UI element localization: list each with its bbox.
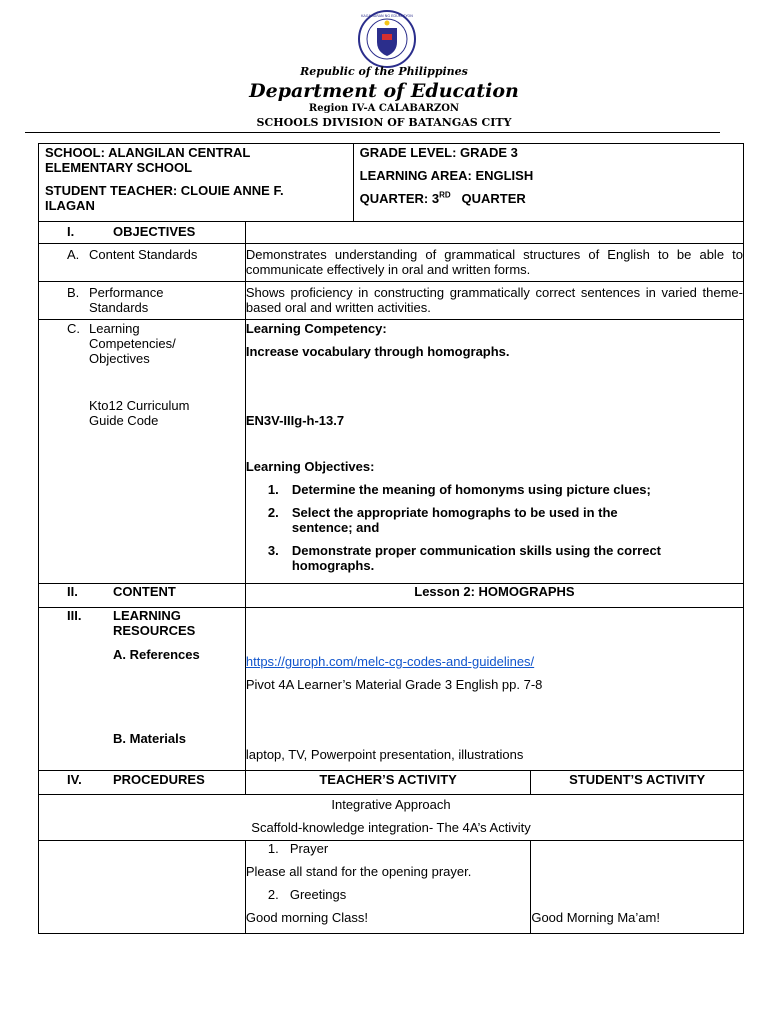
objective-line-1: Determine the meaning of homonyms using picture clues; — [291, 482, 651, 497]
materials-label: B. Materials — [113, 731, 186, 746]
competencies-letter: C. — [67, 321, 80, 336]
seal-text: KAGAWARAN NG EDUKASYON — [361, 14, 413, 18]
student-activity-header: STUDENT’S ACTIVITY — [531, 771, 744, 795]
teacher-line-1: STUDENT TEACHER: CLOUIE ANNE F. — [45, 183, 284, 198]
teacher-activity-header: TEACHER’S ACTIVITY — [245, 771, 530, 795]
step-1-title: Prayer — [289, 841, 329, 856]
performance-standards-label-2: Standards — [89, 300, 149, 315]
activity-row — [39, 841, 744, 934]
performance-standards-letter: B. — [67, 285, 80, 300]
learning-objective-item — [268, 543, 743, 573]
competencies-label-1: Learning — [89, 321, 140, 336]
curriculum-code: EN3V-IIIg-h-13.7 — [245, 413, 345, 428]
department-heading: Department of Education — [249, 80, 519, 102]
content-row — [39, 584, 744, 608]
learning-objectives-heading: Learning Objectives: — [245, 459, 375, 474]
objective-line-2: sentence; and — [291, 520, 380, 535]
quarter-prefix: QUARTER: 3 — [359, 191, 440, 206]
quarter — [360, 191, 737, 206]
procedures-row — [39, 771, 744, 795]
objective-line-1: Demonstrate proper communication skills using the correct — [291, 543, 662, 558]
step-2-title: Greetings — [289, 887, 347, 902]
step-2-num: 2. — [267, 887, 279, 902]
objectives-title: OBJECTIVES — [113, 224, 196, 239]
deped-seal-logo — [352, 10, 422, 68]
learning-objectives-list — [246, 482, 743, 573]
quarter-suffix: QUARTER — [461, 191, 526, 206]
content-standards-label: Content Standards — [89, 247, 198, 262]
objective-line-1: Select the appropriate homographs to be used in the — [291, 505, 618, 520]
references-text: Pivot 4A Learner’s Material Grade 3 English pp. 7-8 — [245, 677, 543, 692]
content-title: CONTENT — [113, 584, 176, 599]
lesson-plan-table — [38, 143, 744, 934]
step-1-text: Please all stand for the opening prayer. — [245, 864, 472, 879]
kto12-label-1: Kto12 Curriculum — [89, 398, 190, 413]
content-standards-row — [39, 244, 744, 282]
learning-area: LEARNING AREA: ENGLISH — [359, 168, 534, 183]
objective-number: 3. — [267, 543, 279, 558]
lesson-title: Lesson 2: HOMOGRAPHS — [245, 584, 743, 608]
resources-num: III. — [67, 608, 82, 623]
grade-level: GRADE LEVEL: GRADE 3 — [359, 145, 518, 160]
objectives-num: I. — [67, 224, 75, 239]
region-heading: Region IV-A CALABARZON — [308, 103, 460, 114]
school-line-1: SCHOOL: ALANGILAN CENTRAL — [45, 145, 251, 160]
performance-standards-label-1: Performance — [89, 285, 164, 300]
quarter-sup: RD — [439, 190, 451, 200]
procedures-title: PROCEDURES — [113, 772, 205, 787]
resources-title-2: RESOURCES — [113, 623, 196, 638]
learning-objective-item — [268, 505, 743, 535]
info-row — [39, 144, 744, 222]
republic-heading: Republic of the Philippines — [300, 65, 468, 78]
performance-standards-row — [39, 282, 744, 320]
student-reply: Good Morning Ma’am! — [531, 910, 660, 925]
references-link[interactable]: https://guroph.com/melc-cg-codes-and-guidelines/ — [245, 654, 535, 669]
procedures-num: IV. — [67, 772, 82, 787]
approach-text: Integrative Approach — [331, 797, 451, 812]
approach-row — [39, 795, 744, 841]
learning-objective-item — [268, 482, 743, 497]
references-label: A. References — [113, 647, 200, 662]
kto12-label-2: Guide Code — [89, 413, 159, 428]
competency-text: Increase vocabulary through homographs. — [245, 344, 510, 359]
objective-line-2: homographs. — [291, 558, 375, 573]
teacher-line-2: ILAGAN — [45, 198, 95, 213]
step-1-num: 1. — [267, 841, 279, 856]
performance-standards-text: Shows proficiency in constructing grammatically correct sentences in varied theme-based oral and written activities. — [245, 282, 743, 320]
competencies-label-2: Competencies/ — [89, 336, 176, 351]
objectives-row — [39, 222, 744, 244]
school-line-2: ELEMENTARY SCHOOL — [45, 160, 193, 175]
learning-resources-row — [39, 608, 744, 771]
objective-number: 1. — [267, 482, 279, 497]
resources-title-1: LEARNING — [113, 608, 181, 623]
step-2-text: Good morning Class! — [245, 910, 368, 925]
competencies-label-3: Objectives — [89, 351, 150, 366]
division-heading: SCHOOLS DIVISION OF BATANGAS CITY — [256, 116, 512, 129]
competency-heading: Learning Competency: — [245, 321, 387, 336]
content-num: II. — [67, 584, 78, 599]
header-divider — [25, 132, 720, 133]
scaffold-text: Scaffold-knowledge integration- The 4A’s Activity — [251, 820, 531, 835]
competencies-row — [39, 320, 744, 584]
content-standards-text: Demonstrates understanding of grammatical structures of English to be able to communicate effectively in oral and written forms. — [245, 244, 743, 282]
materials-text: laptop, TV, Powerpoint presentation, illustrations — [245, 747, 524, 762]
objective-number: 2. — [267, 505, 279, 520]
content-standards-letter: A. — [67, 247, 80, 262]
